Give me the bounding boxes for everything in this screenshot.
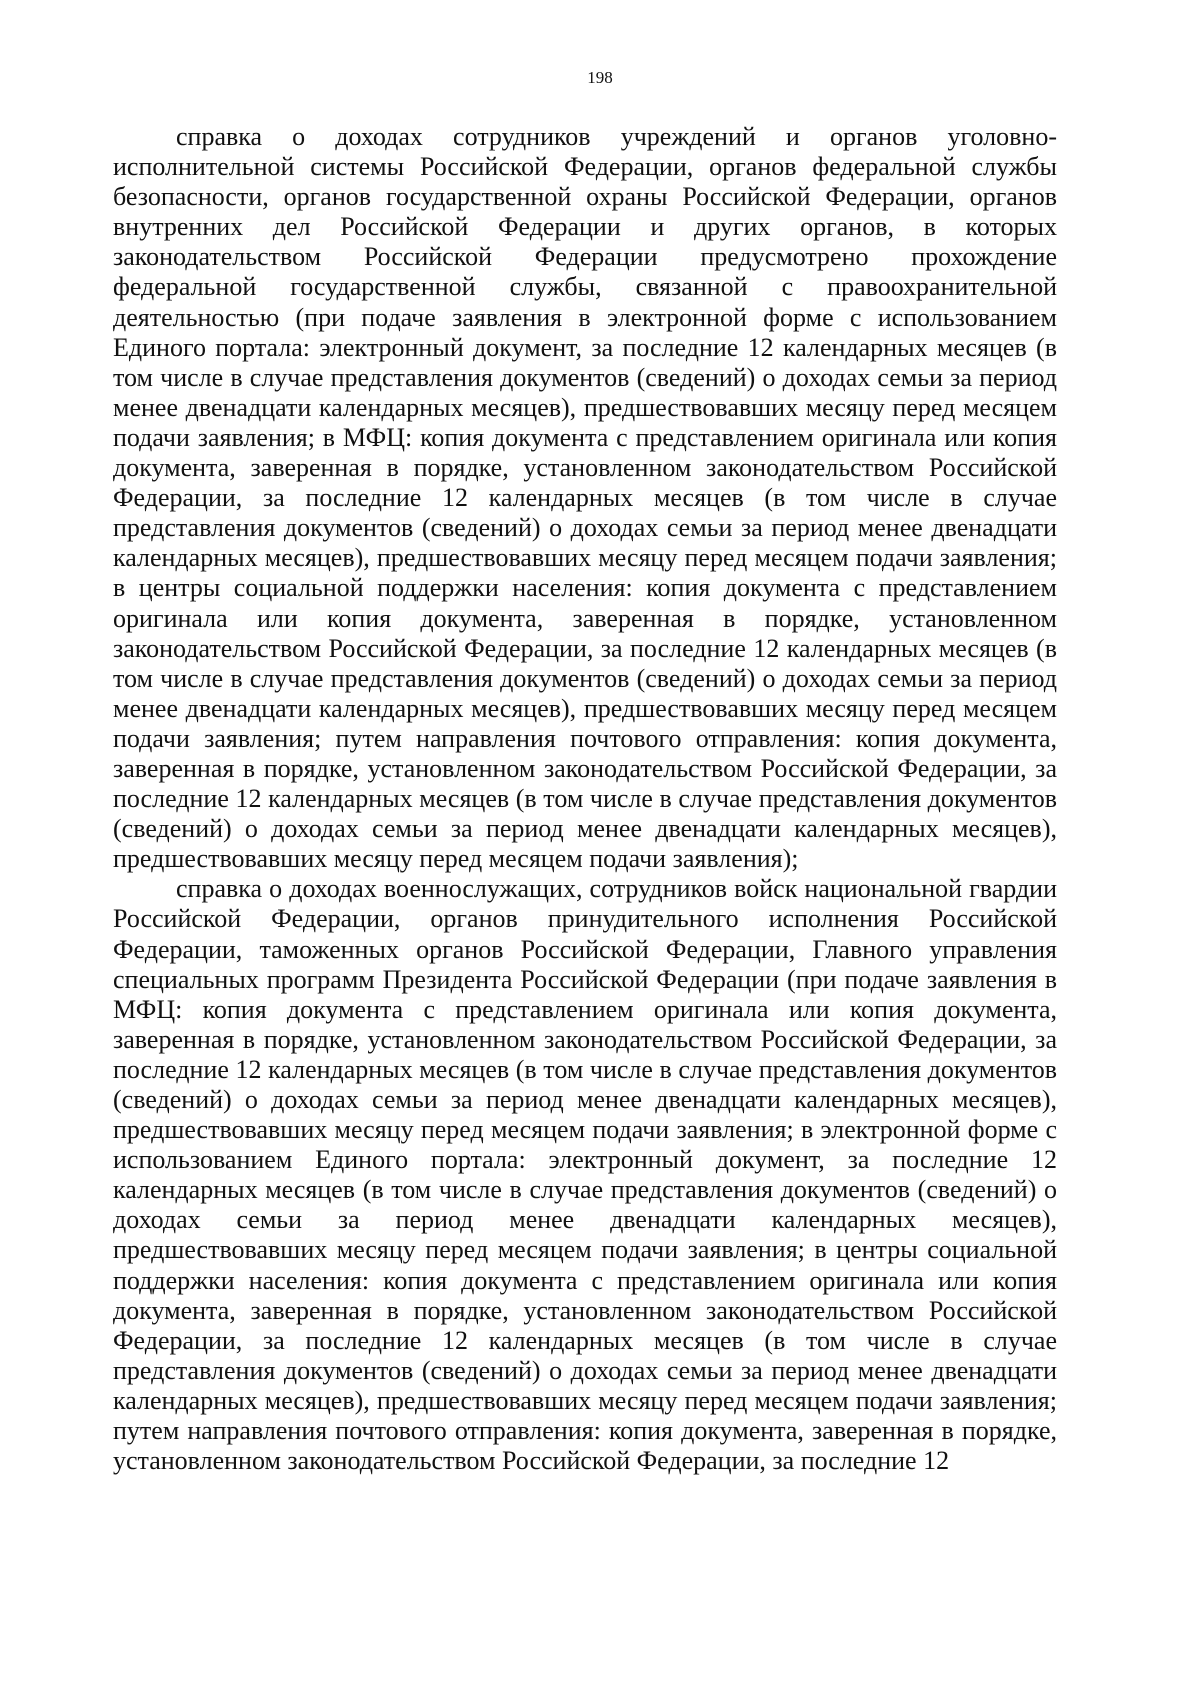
paragraph-income-certificate-law-enforcement: справка о доходах сотрудников учреждений и органов уголовно-исполнительной системы Российской Федерации, органов федеральной службы безопасности, органов государственной охраны Российской Федерации, органов внутренних дел Российской Федерации и других органов, в которых законодательством Российской Федерации предусмотрено прохождение федеральной государственной службы, связанной с правоохранительной деятельностью (при подаче заявления в электронной форме с использованием Единого портала: электронный документ, за последние 12 календарных месяцев (в том числе в случае представления документов (сведений) о доходах семьи за период менее двенадцати календарных месяцев), предшествовавших месяцу перед месяцем подачи заявления; в МФЦ: копия документа с представлением оригинала или копия документа, заверенная в порядке, установленном законодательством Российской Федерации, за последние 12 календарных месяцев (в том числе в случае представления документов (сведений) о доходах семьи за период менее двенадцати календарных месяцев), предшествовавших месяцу перед месяцем подачи заявления; в центры социальной поддержки населения: копия документа с представлением оригинала или копия документа, заверенная в порядке, установленном законодательством Российской Федерации, за последние 12 календарных месяцев (в том числе в случае представления документов (сведений) о доходах семьи за период менее двенадцати календарных месяцев), предшествовавших месяцу перед месяцем подачи заявления; путем направления почтового отправления: копия документа, заверенная в порядке, установленном законодательством Российской Федерации, за последние 12 календарных месяцев (в том числе в случае представления документов (сведений) о доходах семьи за период менее двенадцати календарных месяцев), предшествовавших месяцу перед месяцем подачи заявления); [113, 122, 1057, 874]
document-body [113, 122, 1057, 1476]
paragraph-income-certificate-military: справка о доходах военнослужащих, сотрудников войск национальной гвардии Российской Федерации, органов принудительного исполнения Российской Федерации, таможенных органов Российской Федерации, Главного управления специальных программ Президента Российской Федерации (при подаче заявления в МФЦ: копия документа с представлением оригинала или копия документа, заверенная в порядке, установленном законодательством Российской Федерации, за последние 12 календарных месяцев (в том числе в случае представления документов (сведений) о доходах семьи за период менее двенадцати календарных месяцев), предшествовавших месяцу перед месяцем подачи заявления; в электронной форме с использованием Единого портала: электронный документ, за последние 12 календарных месяцев (в том числе в случае представления документов (сведений) о доходах семьи за период менее двенадцати календарных месяцев), предшествовавших месяцу перед месяцем подачи заявления; в центры социальной поддержки населения: копия документа с представлением оригинала или копия документа, заверенная в порядке, установленном законодательством Российской Федерации, за последние 12 календарных месяцев (в том числе в случае представления документов (сведений) о доходах семьи за период менее двенадцати календарных месяцев), предшествовавших месяцу перед месяцем подачи заявления; путем направления почтового отправления: копия документа, заверенная в порядке, установленном законодательством Российской Федерации, за последние 12 [113, 874, 1057, 1476]
page-number: 198 [587, 68, 613, 87]
